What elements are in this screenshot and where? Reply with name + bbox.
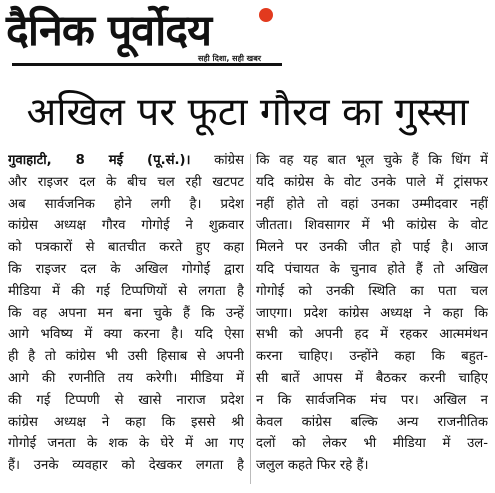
masthead xyxy=(0,0,495,82)
article-text-line: आगे की रणनीति तय करेगी। मीडिया में xyxy=(8,370,244,386)
article-text-line: गोगोई जनता के शक के घेरे में आ गए xyxy=(8,436,244,452)
article-text-line: अब सार्वजनिक होने लगी है। प्रदेश xyxy=(8,196,244,212)
article-headline: अखिल पर फूटा गौरव का गुस्सा xyxy=(26,90,469,135)
article-body xyxy=(8,150,488,488)
article-text-line: सी बातें आपस में बैठकर करनी चाहिए xyxy=(256,370,488,386)
article-text-line: मीडिया में की गई टिप्पणियों से लगता है xyxy=(8,283,244,299)
article-text-line: और राइजर दल के बीच चल रही खटपट xyxy=(8,174,244,190)
article-text-line: को पत्रकारों से बातचीत करते हुए कहा xyxy=(8,240,244,256)
article-text-line: हैं। उनके व्यवहार को देखकर लगता है xyxy=(8,458,244,474)
article-text-line: जीतता। शिवसागर में भी कांग्रेस के वोट xyxy=(256,218,488,234)
article-text-line: न कि सार्वजनिक मंच पर। अखिल न xyxy=(256,392,488,408)
article-dateline: गुवाहाटी, 8 मई (पू.सं.)। xyxy=(8,153,191,168)
article-text-line: करना चाहिए। उन्होंने कहा कि बहुत- xyxy=(256,349,488,365)
masthead-rule xyxy=(12,63,282,66)
article-text-line: कि वह यह बात भूल चुके हैं कि धिंग में xyxy=(256,153,488,168)
article-text-line: की गई टिप्पणी से खासे नाराज प्रदेश xyxy=(8,392,244,408)
article-text-line: नहीं होते तो वहां उनका उम्मीदवार नहीं xyxy=(256,196,488,212)
article-text-line: जाएगा। प्रदेश कांग्रेस अध्यक्ष ने कहा कि xyxy=(256,305,488,321)
newspaper-tagline: सही दिशा, सही खबर xyxy=(198,54,262,63)
article-text-line: कांग्रेस अध्यक्ष ने कहा कि इससे श्री xyxy=(8,414,244,430)
article-column-right xyxy=(256,150,488,488)
article-text-line: कांग्रेस अध्यक्ष गौरव गोगोई ने शुक्रवार xyxy=(8,218,244,234)
article-text-line: ही है तो कांग्रेस भी उसी हिसाब से अपनी xyxy=(8,349,244,365)
article-text-line: सभी को अपनी हद में रहकर आत्ममंथन xyxy=(256,327,488,343)
article-text-line: जलुल कहते फिर रहे हैं। xyxy=(256,458,369,474)
article-column-left xyxy=(8,150,244,488)
article-text-line: गोगोई को उनकी स्थिति का पता चल xyxy=(256,283,488,299)
article-text-line: केवल कांग्रेस बल्कि अन्य राजनीतिक xyxy=(256,414,488,430)
article-text-line: कि राइजर दल के अखिल गोगोई द्वारा xyxy=(8,261,244,277)
article-text-line: दलों को लेकर भी मीडिया में उल- xyxy=(256,436,488,452)
article-text-line xyxy=(8,150,244,172)
column-divider xyxy=(250,154,251,484)
article-text-fragment: कांग्रेस xyxy=(190,153,244,168)
logo-dot-icon xyxy=(259,8,273,22)
article-text-line: मिलने पर उनकी जीत हो पाई है। आज xyxy=(256,240,488,256)
article-text-line: यदि कांग्रेस के वोट उनके पाले में ट्रांसफर xyxy=(256,174,488,190)
article-text-line: कि वह अपना मन बना चुके हैं कि उन्हें xyxy=(8,305,244,321)
newspaper-logo: दैनिक पूर्वोदय xyxy=(6,6,212,56)
article-text-line: आगे भविष्य में क्या करना है। यदि ऐसा xyxy=(8,327,244,343)
article-text-line: यदि पंचायत के चुनाव होते हैं तो अखिल xyxy=(256,261,488,277)
